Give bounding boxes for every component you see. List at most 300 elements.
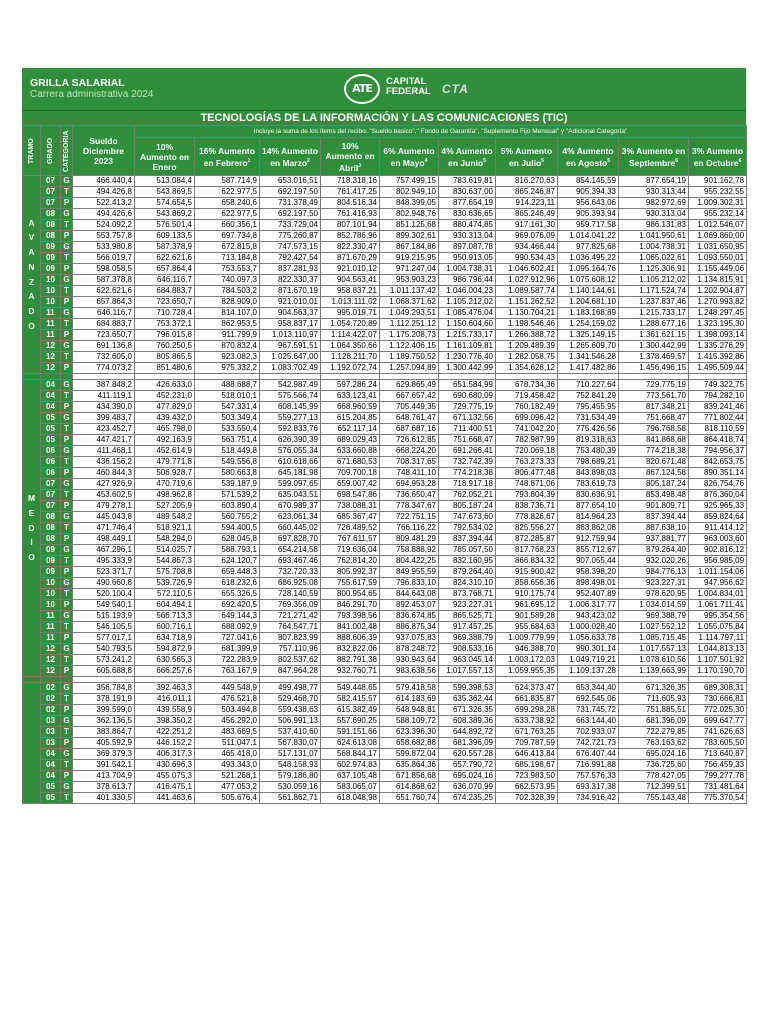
base-salary-cell: 646.116,7 (73, 308, 135, 319)
salary-cell: 769.356,09 (260, 600, 321, 611)
salary-cell: 658.682,88 (380, 738, 439, 749)
categoria-cell: P (61, 435, 73, 446)
salary-cell: 566.713,3 (135, 611, 195, 622)
salary-cell: 452.614,9 (135, 446, 195, 457)
salary-cell: 1.215.733,17 (619, 308, 689, 319)
note-header: Incluye la suma de los ítems del recibo: "Sueldo basico"," Fondo de Garantía", "Suplemento Fijo Mensual" y "Adicional Categoría" (135, 126, 747, 138)
salary-cell: 1.025.647,00 (260, 352, 321, 363)
month-header (619, 138, 689, 176)
salary-cell: 1.036.495,22 (558, 253, 619, 264)
grado-cell: 11 (41, 330, 61, 341)
salary-cell: 575.708,8 (135, 567, 195, 578)
salary-cell: 622.977,5 (195, 209, 260, 220)
salary-cell: 726.489,52 (321, 523, 380, 534)
tramo-letter: D (28, 305, 35, 316)
salary-cell: 816.270,63 (496, 176, 558, 187)
salary-cell: 547.331,4 (195, 402, 260, 413)
salary-cell: 897.087,78 (439, 242, 496, 253)
salary-cell: 635.043,51 (260, 490, 321, 501)
salary-cell: 671.763,25 (496, 727, 558, 738)
salary-cell: 657.790,72 (439, 760, 496, 771)
salary-cell: 530.059,16 (260, 782, 321, 793)
salary-cell: 830.636,65 (439, 209, 496, 220)
base-salary-cell: 378.613,7 (73, 782, 135, 793)
salary-cell: 1.065.022,61 (619, 253, 689, 264)
table-row (23, 402, 747, 413)
salary-cell: 1.095.164,76 (558, 264, 619, 275)
salary-cell: 822.330,47 (321, 242, 380, 253)
grado-cell: 09 (41, 556, 61, 567)
salary-cell: 629.865,49 (380, 380, 439, 391)
salary-cell: 659.007,42 (321, 479, 380, 490)
salary-cell: 518.921,1 (135, 523, 195, 534)
base-salary-cell: 546.105,5 (73, 622, 135, 633)
grado-cell: 03 (41, 727, 61, 738)
grado-cell: 07 (41, 490, 61, 501)
salary-cell: 499.498,77 (260, 683, 321, 694)
salary-cell: 708.317,65 (380, 457, 439, 468)
salary-cell: 689.308,31 (689, 683, 747, 694)
salary-cell: 422.251,2 (135, 727, 195, 738)
salary-cell: 529.468,70 (260, 694, 321, 705)
salary-cell: 923.082,3 (195, 352, 260, 363)
salary-cell: 626.390,39 (260, 435, 321, 446)
salary-cell: 749.322,75 (689, 380, 747, 391)
salary-cell: 1.398.093,14 (689, 330, 747, 341)
salary-cell: 1.004.738,31 (439, 264, 496, 275)
salary-cell: 620.557,28 (439, 749, 496, 760)
salary-cell: 498.962,8 (135, 490, 195, 501)
grado-cell: 05 (41, 413, 61, 424)
base-salary-cell: 369.379,3 (73, 749, 135, 760)
base-salary-cell: 411.468,1 (73, 446, 135, 457)
categoria-cell: G (61, 308, 73, 319)
salary-cell: 738.088,31 (321, 501, 380, 512)
base-salary-cell: 774.073,2 (73, 363, 135, 374)
table-row (23, 446, 747, 457)
salary-cell: 1.085.476,04 (439, 308, 496, 319)
salary-cell: 1.171.524,74 (619, 286, 689, 297)
salary-cell: 599.097,65 (260, 479, 321, 490)
month-header (496, 138, 558, 176)
salary-cell: 1.027.912,96 (496, 275, 558, 286)
salary-cell: 1.323.195,30 (689, 319, 747, 330)
salary-cell: 695.024,16 (619, 749, 689, 760)
salary-cell: 908.533,16 (439, 644, 496, 655)
salary-cell: 865.246,87 (496, 187, 558, 198)
salary-cell: 925.965,33 (689, 501, 747, 512)
table-row (23, 589, 747, 600)
table-row (23, 771, 747, 782)
month-header-label: 3% Aumento en Septiembre (621, 145, 686, 168)
salary-cell: 771.802,44 (689, 413, 747, 424)
salary-cell: 872.285,87 (496, 534, 558, 545)
salary-cell: 684.883,7 (135, 286, 195, 297)
salary-cell: 828.909,0 (195, 297, 260, 308)
salary-cell: 692.197,50 (260, 209, 321, 220)
salary-cell: 783.619,73 (558, 479, 619, 490)
salary-cell: 711.605,93 (619, 694, 689, 705)
table-row (23, 457, 747, 468)
salary-cell: 806.477,48 (496, 468, 558, 479)
salary-cell: 1.125.306,91 (619, 264, 689, 275)
salary-cell: 757.110,96 (260, 644, 321, 655)
salary-cell: 879.264,40 (439, 567, 496, 578)
salary-cell: 879.264,40 (619, 545, 689, 556)
salary-cell: 624.613,08 (321, 738, 380, 749)
salary-cell: 718.917,18 (439, 479, 496, 490)
salary-cell: 796.833,10 (380, 578, 439, 589)
salary-cell: 610.618,66 (260, 457, 321, 468)
salary-cell: 969.388,79 (439, 633, 496, 644)
tramo-letter: D (28, 522, 35, 533)
salary-cell: 847.964,28 (260, 666, 321, 677)
salary-cell: 807.823,99 (260, 633, 321, 644)
grado-cell: 12 (41, 666, 61, 677)
grado-cell: 05 (41, 793, 61, 804)
salary-cell: 736.650,47 (380, 490, 439, 501)
salary-cell: 904.563,41 (321, 275, 380, 286)
salary-cell: 1.130.704,21 (496, 308, 558, 319)
salary-cell: 796.015,8 (135, 330, 195, 341)
salary-cell: 687.687,16 (380, 424, 439, 435)
salary-cell: 729.775,19 (439, 402, 496, 413)
base-salary-cell: 411.119,1 (73, 391, 135, 402)
salary-cell: 990.301,14 (558, 644, 619, 655)
salary-cell: 1.456.496,15 (619, 363, 689, 374)
salary-cell: 623.396,30 (380, 727, 439, 738)
salary-cell: 1.266.388,72 (496, 330, 558, 341)
table-row (23, 694, 747, 705)
salary-cell: 934.466,44 (496, 242, 558, 253)
salary-cell: 653.016,51 (260, 176, 321, 187)
salary-cell: 731.745,72 (558, 705, 619, 716)
salary-cell: 1.300.442,99 (439, 363, 496, 374)
salary-cell: 721.271,42 (260, 611, 321, 622)
salary-cell: 832.160,95 (439, 556, 496, 567)
grado-cell: 09 (41, 567, 61, 578)
table-row (23, 391, 747, 402)
month-header (321, 138, 380, 176)
salary-cell: 731.534,49 (558, 413, 619, 424)
brand-header (22, 68, 746, 110)
base-salary-cell: 399.599,0 (73, 705, 135, 716)
salary-cell: 1.004.834,01 (689, 589, 747, 600)
salary-cell: 667.657,42 (380, 391, 439, 402)
grado-cell: 11 (41, 633, 61, 644)
salary-cell: 986.796,44 (439, 275, 496, 286)
salary-cell: 783.605,50 (689, 738, 747, 749)
salary-cell: 660.356,1 (195, 220, 260, 231)
base-salary-cell: 598.058,5 (73, 264, 135, 275)
salary-cell: 561.862,71 (260, 793, 321, 804)
salary-cell: 618.232,6 (195, 578, 260, 589)
salary-cell: 533.550,4 (195, 424, 260, 435)
categoria-cell: T (61, 286, 73, 297)
table-row (23, 198, 747, 209)
salary-cell: 785.057,50 (439, 545, 496, 556)
salary-cell: 995.019,71 (321, 308, 380, 319)
month-header (195, 138, 260, 176)
footnote-marker: 5 (607, 157, 611, 164)
salary-cell: 888.606,39 (321, 633, 380, 644)
tramo-cell (23, 176, 41, 374)
salary-cell: 747.673,60 (439, 512, 496, 523)
salary-cell: 1.161.109,81 (439, 341, 496, 352)
table-row (23, 705, 747, 716)
table-row (23, 413, 747, 424)
salary-cell: 1.061.711,41 (689, 600, 747, 611)
salary-cell: 732.720,33 (260, 567, 321, 578)
salary-cell: 805.992,37 (321, 567, 380, 578)
salary-cell: 456.292,0 (195, 716, 260, 727)
categoria-cell: G (61, 242, 73, 253)
categoria-cell: G (61, 446, 73, 457)
salary-cell: 1.027.552,12 (619, 622, 689, 633)
table-row (23, 782, 747, 793)
table-row (23, 578, 747, 589)
salary-cell: 817.768,23 (496, 545, 558, 556)
salary-cell: 608.145,99 (260, 402, 321, 413)
salary-cell: 648.761,47 (380, 413, 439, 424)
categoria-cell: P (61, 363, 73, 374)
salary-cell: 692.197,50 (260, 187, 321, 198)
tramo-letter: Z (28, 276, 35, 287)
salary-cell: 1.114.422,07 (321, 330, 380, 341)
salary-cell: 488.688,7 (195, 380, 260, 391)
salary-cell: 762.052,21 (439, 490, 496, 501)
categoria-cell: G (61, 545, 73, 556)
salary-cell: 661.835,87 (496, 694, 558, 705)
table-row (23, 666, 747, 677)
salary-cell: 947.956,62 (689, 578, 747, 589)
salary-cell: 591.151,66 (321, 727, 380, 738)
salary-cell: 901.589,28 (496, 611, 558, 622)
ate-logo-icon: ATE (344, 74, 380, 104)
salary-cell: 663.144,40 (558, 716, 619, 727)
salary-cell: 1.265.609,70 (558, 341, 619, 352)
salary-cell: 542.987,49 (260, 380, 321, 391)
salary-cell: 587.714,9 (195, 176, 260, 187)
base-salary-cell: 427.926,9 (73, 479, 135, 490)
base-salary-cell: 622.621,6 (73, 286, 135, 297)
salary-cell: 802.537,62 (260, 655, 321, 666)
salary-cell: 636.070,99 (439, 782, 496, 793)
salary-cell: 1.000.028,40 (558, 622, 619, 633)
salary-cell: 1.128.211,70 (321, 352, 380, 363)
grado-cell: 12 (41, 655, 61, 666)
base-salary-cell: 479.278,1 (73, 501, 135, 512)
salary-cell: 983.638,56 (380, 666, 439, 677)
categoria-cell: T (61, 556, 73, 567)
salary-cell: 506.928,7 (135, 468, 195, 479)
salary-cell: 646.116,7 (135, 275, 195, 286)
salary-cell: 479.771,8 (135, 457, 195, 468)
salary-cell: 615.382,49 (321, 705, 380, 716)
salary-cell: 1.012.546,07 (689, 220, 747, 231)
salary-cell: 767.611,57 (321, 534, 380, 545)
salary-cell: 958.837,17 (260, 319, 321, 330)
categoria-cell: G (61, 716, 73, 727)
grado-cell: 08 (41, 231, 61, 242)
salary-cell: 854.145,59 (558, 176, 619, 187)
salary-cell: 441.463,6 (135, 793, 195, 804)
categoria-cell: P (61, 198, 73, 209)
salary-cell: 1.341.546,28 (558, 352, 619, 363)
table-row (23, 545, 747, 556)
table-row (23, 220, 747, 231)
salary-cell: 995.354,56 (689, 611, 747, 622)
salary-cell: 671.326,35 (439, 705, 496, 716)
salary-cell: 681.399,9 (195, 644, 260, 655)
salary-cell: 963.045,14 (439, 655, 496, 666)
salary-cell: 406.317,3 (135, 749, 195, 760)
salary-cell: 855.712,67 (558, 545, 619, 556)
table-row (23, 242, 747, 253)
salary-cell: 668.224,20 (380, 446, 439, 457)
categoria-cell: G (61, 380, 73, 391)
salary-cell: 763.163,62 (619, 738, 689, 749)
salary-cell: 914.223,11 (496, 198, 558, 209)
salary-cell: 773.561,70 (619, 391, 689, 402)
salary-cell: 623.061,34 (260, 512, 321, 523)
salary-cell: 543.869,2 (135, 209, 195, 220)
categoria-cell: G (61, 275, 73, 286)
salary-cell: 689.029,43 (321, 435, 380, 446)
salary-cell: 686.925,08 (260, 578, 321, 589)
salary-cell: 1.078.610,56 (619, 655, 689, 666)
salary-cell: 604.494,1 (135, 600, 195, 611)
salary-cell: 923.227,31 (439, 600, 496, 611)
month-header (380, 138, 439, 176)
base-salary-cell: 423.452,7 (73, 424, 135, 435)
categoria-header: CATEGORIA (61, 126, 73, 176)
salary-cell: 1.257.094,89 (380, 363, 439, 374)
brand-subtitle: Carrera administrativa 2024 (30, 89, 154, 100)
base-salary-cell: 405.592,9 (73, 738, 135, 749)
salary-cell: 734.916,42 (558, 793, 619, 804)
salary-cell: 842.653,75 (689, 457, 747, 468)
table-row (23, 523, 747, 534)
salary-cell: 430.696,3 (135, 760, 195, 771)
salary-cell: 982.972,69 (619, 198, 689, 209)
salary-cell: 699.298,28 (496, 705, 558, 716)
salary-cell: 1.354.628,12 (496, 363, 558, 374)
month-header-label: 14% Aumento en Marzo (262, 145, 318, 168)
table-row (23, 655, 747, 666)
salary-cell: 878.248,72 (380, 644, 439, 655)
salary-cell: 722.283,9 (195, 655, 260, 666)
salary-cell: 574.654,5 (135, 198, 195, 209)
base-salary-cell: 495.333,9 (73, 556, 135, 567)
salary-cell: 814.107,0 (195, 308, 260, 319)
salary-cell: 1.183.168,89 (558, 308, 619, 319)
base-salary-cell: 577.017,1 (73, 633, 135, 644)
salary-cell: 901.162,78 (689, 176, 747, 187)
salary-cell: 583.065,07 (321, 782, 380, 793)
salary-cell: 1.013.110,97 (260, 330, 321, 341)
salary-cell: 614.183,69 (380, 694, 439, 705)
salary-cell: 876.360,04 (689, 490, 747, 501)
grado-cell: 08 (41, 220, 61, 231)
salary-cell: 594.872,9 (135, 644, 195, 655)
salary-cell: 559.438,63 (260, 705, 321, 716)
table-row (23, 793, 747, 804)
table-row (23, 209, 747, 220)
month-header (260, 138, 321, 176)
salary-cell: 967.591,51 (260, 341, 321, 352)
salary-cell: 710.227,64 (558, 380, 619, 391)
salary-cell: 756.459,33 (689, 760, 747, 771)
grado-cell: 03 (41, 716, 61, 727)
tramo-cell (23, 380, 41, 677)
salary-cell: 633.738,92 (496, 716, 558, 727)
salary-cell: 662.573,95 (496, 782, 558, 793)
salary-cell: 882.791,38 (321, 655, 380, 666)
categoria-cell: T (61, 490, 73, 501)
salary-cell: 1.049.719,21 (558, 655, 619, 666)
salary-cell: 653.344,40 (558, 683, 619, 694)
salary-cell: 952.407,89 (558, 589, 619, 600)
grado-cell: 08 (41, 512, 61, 523)
salary-cell: 416.475,1 (135, 782, 195, 793)
salary-cell: 864.418,74 (689, 435, 747, 446)
salary-cell: 681.396,09 (619, 716, 689, 727)
salary-cell: 892.453,07 (380, 600, 439, 611)
salary-cell: 563.751,4 (195, 435, 260, 446)
salary-cell: 728.140,59 (260, 589, 321, 600)
base-salary-cell: 387.848,2 (73, 380, 135, 391)
table-title: TECNOLOGÍAS DE LA INFORMACIÓN Y LAS COMUNICACIONES (TIC) (22, 110, 746, 125)
salary-cell: 760.250,5 (135, 341, 195, 352)
salary-cell: 886.875,34 (380, 622, 439, 633)
salary-cell: 1.282.058,75 (496, 352, 558, 363)
salary-cell: 822.330,37 (260, 275, 321, 286)
salary-cell: 915.900,42 (496, 567, 558, 578)
salary-cell: 1.085.715,45 (619, 633, 689, 644)
table-row (23, 727, 747, 738)
capital-federal-label (386, 77, 431, 97)
month-header (558, 138, 619, 176)
salary-cell: 572.110,5 (135, 589, 195, 600)
salary-cell: 740.097,3 (195, 275, 260, 286)
salary-cell: 477.053,2 (195, 782, 260, 793)
month-header (439, 138, 496, 176)
salary-cell: 697.828,70 (260, 534, 321, 545)
salary-cell: 917.457,25 (439, 622, 496, 633)
salary-cell: 775.260,87 (260, 231, 321, 242)
base-salary-cell: 605.688,8 (73, 666, 135, 677)
salary-cell: 1.009.779,99 (496, 633, 558, 644)
salary-cell: 1.150.604,60 (439, 319, 496, 330)
salary-cell: 1.335.276,29 (689, 341, 747, 352)
salary-cell: 955.232,55 (689, 187, 747, 198)
salary-cell: 950.913,05 (439, 253, 496, 264)
grado-cell: 08 (41, 209, 61, 220)
salary-cell: 751.885,51 (619, 705, 689, 716)
salary-cell: 452.231,0 (135, 391, 195, 402)
salary-cell: 668.960,59 (321, 402, 380, 413)
salary-cell: 848.399,05 (380, 198, 439, 209)
salary-cell: 493.343,0 (195, 760, 260, 771)
table-row (23, 319, 747, 330)
salary-cell: 873.768,71 (439, 589, 496, 600)
grado-cell: 07 (41, 198, 61, 209)
base-salary-cell: 723.650,7 (73, 330, 135, 341)
grado-cell: 06 (41, 446, 61, 457)
salary-cell: 930.943,64 (380, 655, 439, 666)
grado-cell: 04 (41, 391, 61, 402)
